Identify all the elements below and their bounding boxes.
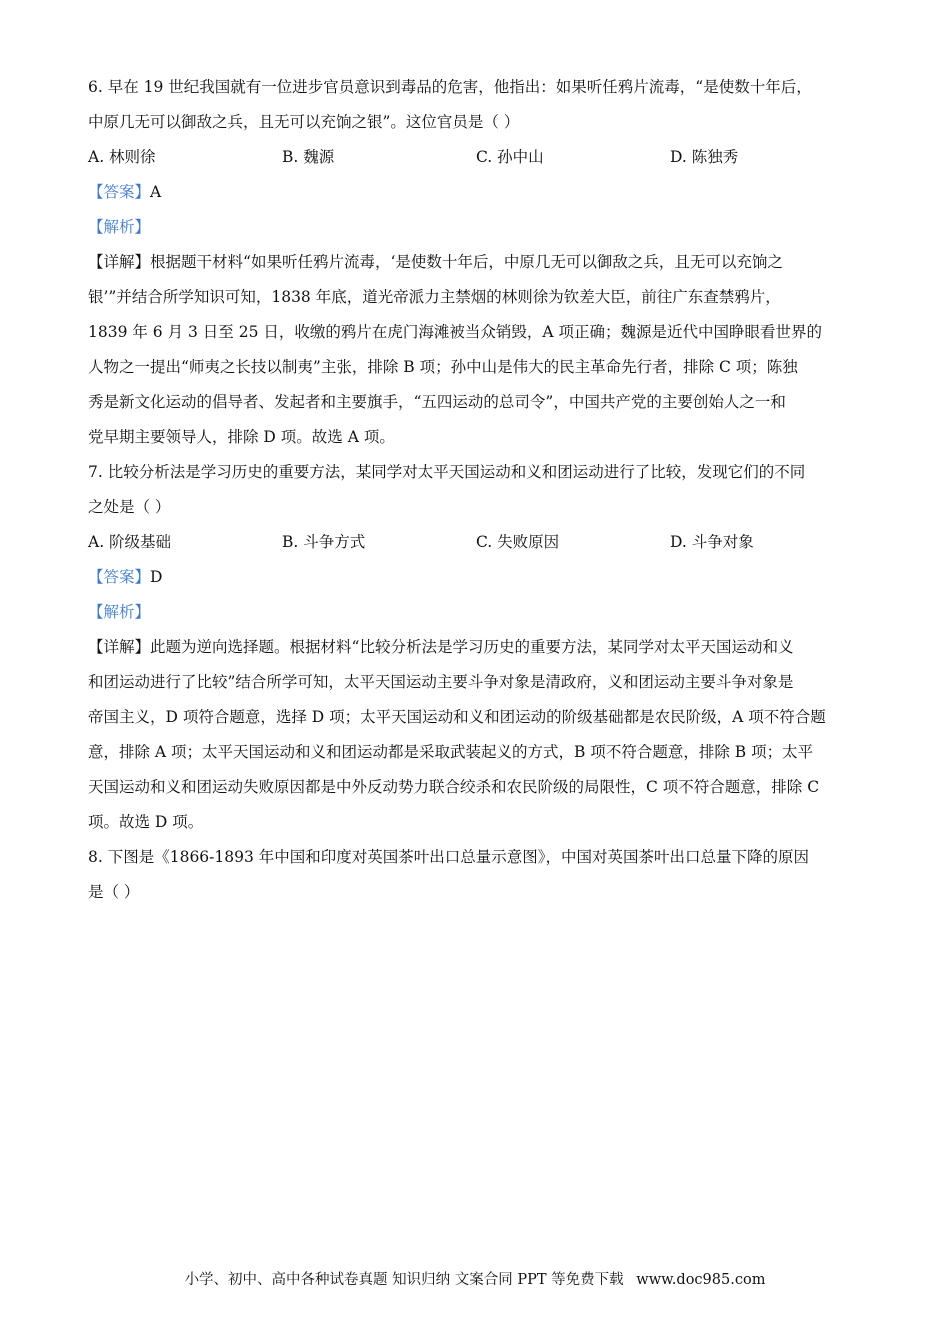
option-a: A. 阶级基础: [88, 533, 172, 551]
footer-text: 小学、初中、高中各种试卷真题 知识归纳 文案合同 PPT 等免费下载: [184, 1272, 624, 1288]
detail-line: 党早期主要领导人，排除 D 项。故选 A 项。: [88, 428, 395, 446]
analysis-tag: 【解析】: [88, 218, 151, 236]
question-stem-line: 之处是（ ）: [88, 498, 171, 516]
detail-line: 1839 年 6 月 3 日至 25 日，收缴的鸦片在虎门海滩被当众销毁，A 项正确；魏源是近代中国睁眼看世界的: [88, 323, 823, 341]
page-footer: [0, 1268, 950, 1289]
detail-text: 根据题干材料“如果听任鸦片流毒，‘是使数十年后，中原几无可以御敌之兵，且无可以充饷之: [150, 253, 783, 271]
detail-line: 帝国主义，D 项符合题意，选择 D 项；太平天国运动和义和团运动的阶级基础都是农民阶级，A 项不符合题: [88, 708, 826, 726]
answer-line: [88, 175, 878, 210]
question-stem-line: 是（ ）: [88, 883, 140, 901]
detail-line: 秀是新文化运动的倡导者、发起者和主要旗手，“五四运动的总司令”，中国共产党的主要创始人之一和: [88, 393, 786, 411]
analysis-line: [88, 210, 878, 245]
options-row: [88, 140, 878, 175]
detail-tag: 【详解】: [88, 253, 151, 271]
detail-line: 人物之一提出“师夷之长技以制夷”主张，排除 B 项；孙中山是伟大的民主革命先行者，排除 C 项；陈独: [88, 358, 798, 376]
page-content: [88, 70, 878, 910]
detail-line: 和团运动进行了比较”结合所学可知，太平天国运动主要斗争对象是清政府，义和团运动主要斗争对象是: [88, 673, 794, 691]
option-c: C. 失败原因: [476, 533, 560, 551]
footer-url[interactable]: www.doc985.com: [636, 1272, 766, 1288]
answer-line: [88, 560, 878, 595]
question-stem-line: 7. 比较分析法是学习历史的重要方法，某同学对太平天国运动和义和团运动进行了比较，发现它们的不同: [88, 463, 806, 481]
options-row: [88, 525, 878, 560]
detail-line: 意，排除 A 项；太平天国运动和义和团运动都是采取武装起义的方式，B 项不符合题意，排除 B 项；太平: [88, 743, 814, 761]
detail-line: [88, 630, 878, 665]
analysis-line: [88, 595, 878, 630]
detail-line: [88, 245, 878, 280]
analysis-tag: 【解析】: [88, 603, 151, 621]
question-6: [88, 70, 878, 455]
answer-value: D: [150, 568, 163, 586]
detail-text: 此题为逆向选择题。根据材料“比较分析法是学习历史的重要方法，某同学对太平天国运动和义: [150, 638, 794, 656]
option-b: B. 魏源: [282, 148, 335, 166]
answer-tag: 【答案】: [88, 568, 151, 586]
option-a: A. 林则徐: [88, 148, 156, 166]
option-d: D. 陈独秀: [670, 148, 739, 166]
detail-line: 天国运动和义和团运动失败原因都是中外反动势力联合绞杀和农民阶级的局限性，C 项不符合题意，排除 C: [88, 778, 820, 796]
question-stem-line: 8. 下图是《1866-1893 年中国和印度对英国茶叶出口总量示意图》，中国对英国茶叶出口总量下降的原因: [88, 848, 810, 866]
question-7: [88, 455, 878, 840]
detail-tag: 【详解】: [88, 638, 151, 656]
question-8: [88, 840, 878, 910]
question-stem-line: 6. 早在 19 世纪我国就有一位进步官员意识到毒品的危害，他指出：如果听任鸦片流毒，“是使数十年后，: [88, 78, 812, 96]
detail-line: 项。故选 D 项。: [88, 813, 204, 831]
option-d: D. 斗争对象: [670, 533, 754, 551]
question-stem-line: 中原几无可以御敌之兵，且无可以充饷之银”。这位官员是（ ）: [88, 113, 520, 131]
answer-value: A: [150, 183, 162, 201]
option-c: C. 孙中山: [476, 148, 544, 166]
answer-tag: 【答案】: [88, 183, 151, 201]
option-b: B. 斗争方式: [282, 533, 366, 551]
detail-line: 银’”并结合所学知识可知，1838 年底，道光帝派力主禁烟的林则徐为钦差大臣，前往广东查禁鸦片，: [88, 288, 781, 306]
